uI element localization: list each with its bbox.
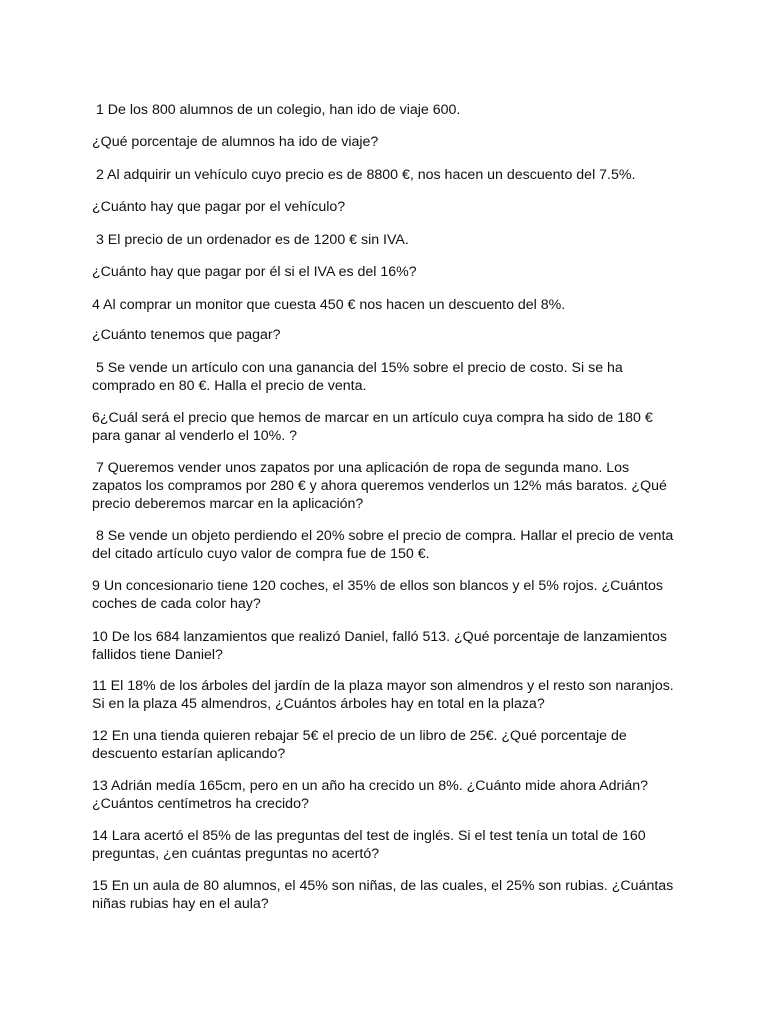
problem-3-statement: 3 El precio de un ordenador es de 1200 € sin IVA. (92, 232, 409, 248)
problem-2-question: ¿Cuánto hay que pagar por el vehículo? (92, 199, 346, 215)
problem-15: 15 En un aula de 80 alumnos, el 45% son niñas, de las cuales, el 25% son rubias. ¿Cuántas niñas rubias hay en el aula? (92, 878, 674, 912)
problem-13: 13 Adrián medía 165cm, pero en un año ha crecido un 8%. ¿Cuánto mide ahora Adrián? ¿Cuántos centímetros ha crecido? (92, 778, 649, 812)
problem-10: 10 De los 684 lanzamientos que realizó Daniel, falló 513. ¿Qué porcentaje de lanzamientos fallidos tiene Daniel? (92, 629, 667, 663)
problem-8: 8 Se vende un objeto perdiendo el 20% sobre el precio de compra. Hallar el precio de venta del citado artículo cuyo valor de compra fue de 150 €. (92, 528, 674, 562)
problem-9: 9 Un concesionario tiene 120 coches, el 35% de ellos son blancos y el 5% rojos. ¿Cuántos coches de cada color hay? (92, 578, 663, 612)
problem-11: 11 El 18% de los árboles del jardín de la plaza mayor son almendros y el resto son naranjos. Si en la plaza 45 almendros, ¿Cuántos árboles hay en total en la plaza? (92, 678, 674, 712)
problem-14: 14 Lara acertó el 85% de las preguntas del test de inglés. Si el test tenía un total de 160 preguntas, ¿en cuántas preguntas no acertó? (92, 828, 646, 862)
problem-12: 12 En una tienda quieren rebajar 5€ el precio de un libro de 25€. ¿Qué porcentaje de descuento estarían aplicando? (92, 728, 627, 762)
problem-7: 7 Queremos vender unos zapatos por una aplicación de ropa de segunda mano. Los zapatos los compramos por 280 € y ahora queremos venderlos un 12% más baratos. ¿Qué precio deberemos marcar en la aplicación? (92, 460, 667, 512)
problem-6: 6¿Cuál será el precio que hemos de marcar en un artículo cuya compra ha sido de 180 € para ganar al venderlo el 10%. ? (92, 410, 653, 444)
problem-3-question: ¿Cuánto hay que pagar por él si el IVA es del 16%? (92, 264, 417, 280)
problem-4-question: ¿Cuánto tenemos que pagar? (92, 327, 281, 343)
problem-1-statement: 1 De los 800 alumnos de un colegio, han ido de viaje 600. (92, 102, 461, 118)
problem-2-statement: 2 Al adquirir un vehículo cuyo precio es de 8800 €, nos hacen un descuento del 7.5%. (92, 167, 636, 183)
problem-4-statement: 4 Al comprar un monitor que cuesta 450 € nos hacen un descuento del 8%. (92, 297, 566, 313)
problem-1-question: ¿Qué porcentaje de alumnos ha ido de viaje? (92, 134, 379, 150)
problem-5: 5 Se vende un artículo con una ganancia del 15% sobre el precio de costo. Si se ha comprado en 80 €. Halla el precio de venta. (92, 360, 623, 394)
